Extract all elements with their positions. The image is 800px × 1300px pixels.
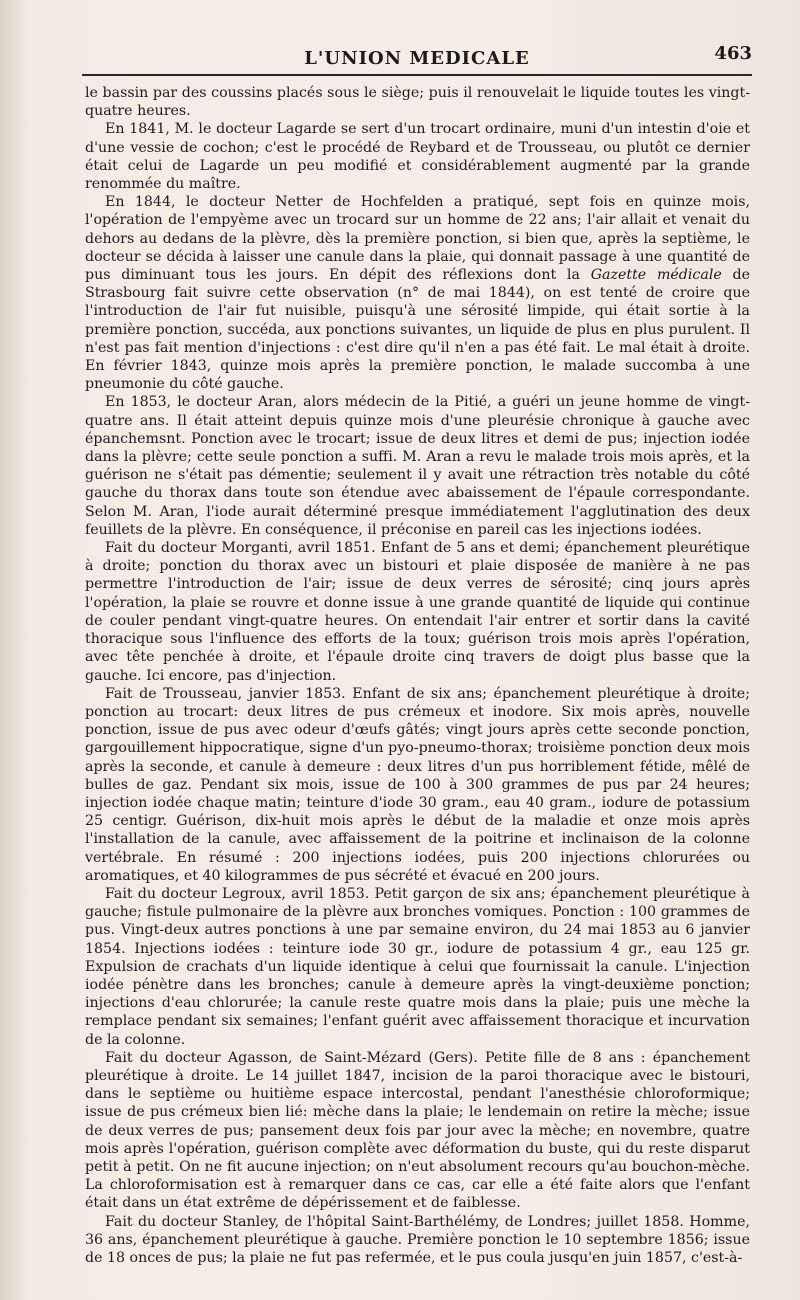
paragraph-netter [85,193,750,393]
paragraph-agasson: Fait du docteur Agasson, de Saint-Mézard (Gers). Petite fille de 8 ans : épanchement pleurétique à droite. Le 14 juillet 1847, incision de la paroi thoracique avec le bistouri, dans le septième ou huitième espace intercostal, pendant l'anesthésie chloroformique; issue de pus crémeux bien lié: mèche dans la plaie; le lendemain on retire la mèche; issue de deux verres de pus; pansement deux fois par jour avec la mèche; en novembre, quatre mois après l'opération, guérison complète avec déformation du buste, qui du reste disparut petit à petit. On ne fit aucune injection; on n'eut absolument recours qu'au bouchon-mèche. La chloroformisation est à remarquer dans ce cas, car elle a été faite alors que l'enfant était dans un état extrême de dépérissement et de faiblesse. [85,1049,750,1212]
paragraph-netter-text-cont: de Strasbourg fait suivre cette observation (n° de mai 1844), on est tenté de croire que l'introduction de l'air fut nuisible, puisqu'à une sérosité limpide, qui était sortie à la première ponction, succéda, aux ponctions suivantes, un liquide de plus en plus purulent. Il n'est pas fait mention d'injections : c'est dire qu'il n'en a pas été fait. Le mal était à droite. En février 1843, quinze mois après la première ponction, le malade succomba à une pneumonie du côté gauche. [85,267,751,393]
header-rule [82,74,752,76]
page-number: 463 [714,43,752,64]
article-body [85,84,750,1267]
paragraph-trousseau: Fait de Trousseau, janvier 1853. Enfant de six ans; épanchement pleurétique à droite; ponction au trocart: deux litres de pus crémeux et inodore. Six mois après, nouvelle ponction, issue de pus avec odeur d'œufs gâtés; vingt jours après cette seconde ponction, gargouillement hippocratique, signe d'un pyo-pneumo-thorax; troisième ponction deux mois après la seconde, et canule à demeure : deux litres d'un pus horriblement fétide, mêlé de bulles de gaz. Pendant six mois, issue de 100 à 300 grammes de pus par 24 heures; injection iodée chaque matin; teinture d'iode 30 gram., eau 40 gram., iodure de potassium 25 centigr. Guérison, dix-huit mois après le début de la maladie et onze mois après l'installation de la canule, avec affaissement de la poitrine et inclinaison de la colonne vertébrale. En résumé : 200 injections iodées, puis 200 injections chlorurées ou aromatiques, et 40 kilogrammes de pus sécrété et évacué en 200 jours. [85,685,750,884]
paragraph-netter-text: En 1844, le docteur Netter de Hochfelden a pratiqué, sept fois en quinze mois, l'opération de l'empyème avec un trocard sur un homme de 22 ans; l'air allait et venait du dehors au dedans de la plèvre, dès la première ponction, si bien que, après la septième, le docteur se décida à laisser une canule dans la plaie, qui donnait passage à une quantité de pus diminuant tous les jours. En dépit des réflexions dont la [85,194,750,284]
journal-reference: Gazette médicale [590,267,722,284]
paragraph-morganti: Fait du docteur Morganti, avril 1851. Enfant de 5 ans et demi; épanchement pleurétique à droite; ponction du thorax avec un bistouri et plaie disposée de manière à ne pas permettre l'introduction de l'air; issue de deux verres de sérosité; cinq jours après l'opération, la plaie se rouvre et donne issue à une grande quantité de liquide qui continue de couler pendant vingt-quatre heures. On entendait l'air entrer et sortir dans la cavité thoracique sous l'influence des efforts de la toux; guérison trois mois après l'opération, avec tête penchée à droite, et l'épaule droite cinq travers de doigt plus basse que la gauche. Ici encore, pas d'injection. [85,540,750,684]
page-header [82,40,752,76]
journal-title: L'UNION MEDICALE [304,48,530,69]
paragraph-stanley: Fait du docteur Stanley, de l'hôpital Saint-Barthélémy, de Londres; juillet 1858. Homme, 36 ans, épanchement pleurétique à gauche. Première ponction le 10 septembre 1856; issue de 18 onces de pus; la plaie ne fut pas refermée, et le pus coula jusqu'en juin 1857, c'est-à- [85,1213,750,1266]
paragraph-aran: En 1853, le docteur Aran, alors médecin de la Pitié, a guéri un jeune homme de vingt-quatre ans. Il était atteint depuis quinze mois d'une pleurésie chronique à gauche avec épanchemsnt. Ponction avec le trocart; issue de deux litres et demi de pus; injection iodée dans la plèvre; cette seule ponction a suffi. M. Aran a revu le malade trois mois après, et la guérison ne s'était pas démentie; seulement il y avait une rétraction très notable du côté gauche du thorax dans toute son étendue avec abaissement de l'épaule correspondante. Selon M. Aran, l'iode aurait déterminé presque immédiatement l'agglutination des deux feuillets de la plèvre. En conséquence, il préconise en pareil cas les injections iodées. [85,394,750,538]
paragraph-legroux: Fait du docteur Legroux, avril 1853. Petit garçon de six ans; épanchement pleurétique à gauche; fistule pulmonaire de la plèvre aux bronches vomiques. Ponction : 100 grammes de pus. Vingt-deux autres ponctions à une par semaine environ, du 24 mai 1853 au 6 janvier 1854. Injections iodées : teinture iode 30 gr., iodure de potassium 4 gr., eau 125 gr. Expulsion de crachats d'un liquide identique à celui que fournissait la canule. L'injection iodée pénètre dans les bronches; canule à demeure après la vingt-deuxième ponction; injections d'eau chlorurée; la canule reste quatre mois dans la plaie; puis une mèche la remplace pendant six semaines; l'enfant guérit avec affaissement thoracique et incurvation de la colonne. [85,885,750,1048]
paragraph-lagarde: En 1841, M. le docteur Lagarde se sert d'un trocart ordinaire, muni d'un intestin d'oie et d'une vessie de cochon; c'est le procédé de Reybard et de Trousseau, ou plutôt ce dernier était celui de Lagarde un peu modifié et considérablement augmenté par la grande renommée du maître. [85,121,750,193]
paragraph-continuation: le bassin par des coussins placés sous le siège; puis il renouvelait le liquide toutes les vingt-quatre heures. [85,85,750,120]
